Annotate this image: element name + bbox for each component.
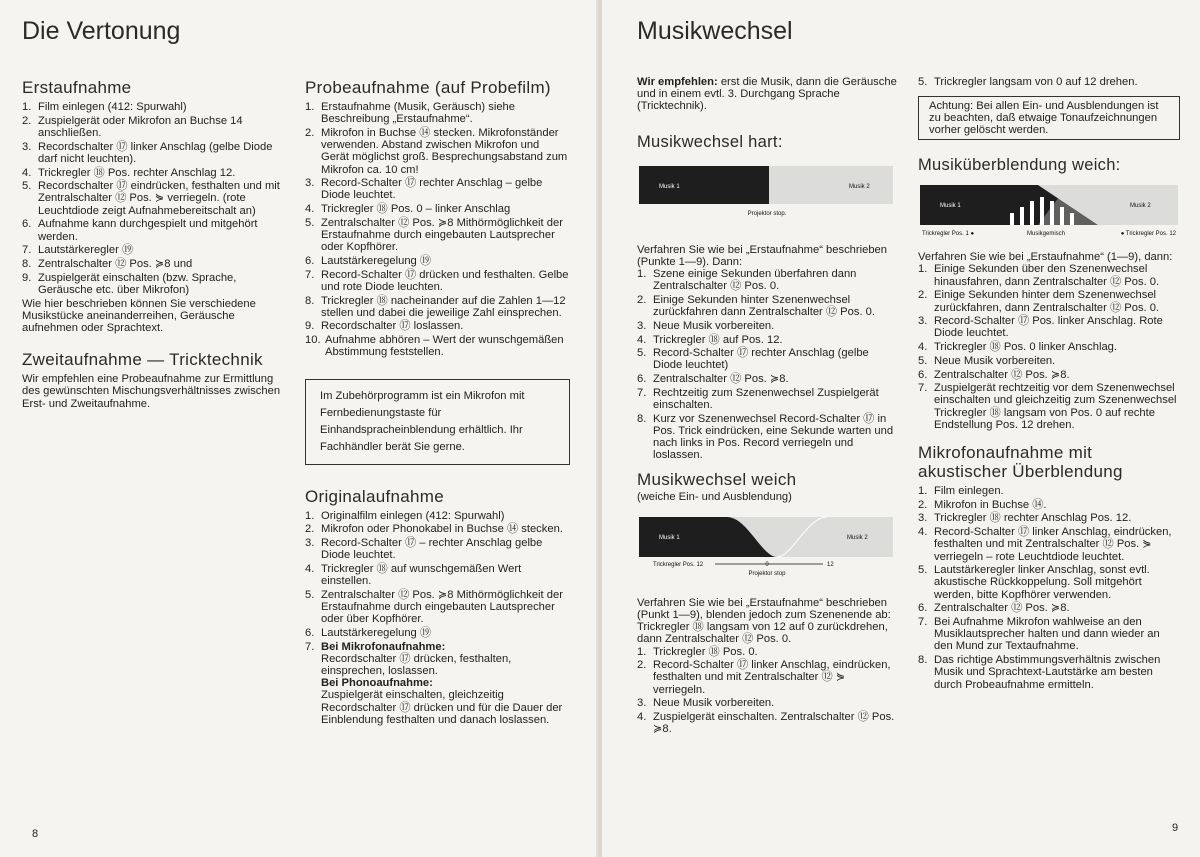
list-item: 1. Szene einige Sekunden überfahren dann Zentralschalter ⑫ Pos. 0. xyxy=(637,268,857,293)
svg-text:● Trickregler Pos. 12: ● Trickregler Pos. 12 xyxy=(1120,231,1176,238)
hart-list xyxy=(637,268,900,462)
zweitaufnahme-text: Wir empfehlen eine Probeaufnahme zur Ermittlung des gewünschten Mischungsverhältnisses zwischen Erst- und Zweitaufnahme. xyxy=(22,373,281,410)
list-item: 1. Film einlegen (412: Spurwahl) xyxy=(22,101,187,113)
list-item: 6. Aufnahme kann durchgespielt und mitgehört werden. xyxy=(22,218,258,243)
page-number: 8 xyxy=(32,828,39,840)
list-item: 4. Record-Schalter ⑰ linker Anschlag, eindrücken, festhalten und mit Zentralschalter ⑫ Pos. ⋟ verriegeln – rote Leuchtdiode leuchtet. xyxy=(918,526,1172,563)
list-item: 6. Lautstärkeregelung ⑲ xyxy=(305,254,432,267)
list-item: 8. Zentralschalter ⑫ Pos. ≽8 und xyxy=(22,257,193,270)
svg-text:Projektor stop.: Projektor stop. xyxy=(747,210,787,217)
list-item: 1. Erstaufnahme (Musik, Geräusch) siehe Beschreibung „Erstaufnahme“. xyxy=(305,101,515,126)
list-item: 3. Record-Schalter ⑰ Pos. linker Anschlag. Rote Diode leuchtet. xyxy=(918,315,1163,340)
erstaufnahme-list xyxy=(22,101,290,296)
list-item: 4. Trickregler ⑱ Pos. 0 linker Anschlag. xyxy=(918,341,1118,354)
list-item: 9. Zuspielgerät einschalten (bzw. Sprache, Geräusche etc. über Mikrofon) xyxy=(22,271,237,296)
accessory-note-box: Im Zubehörprogramm ist ein Mikrofon mit Fernbedienungstaste für Einhandspracheinblendung erhältlich. Ihr Fachhändler berät Sie gerne. xyxy=(305,379,570,465)
list-item: 2. Record-Schalter ⑰ linker Anschlag, eindrücken, festhalten und mit Zentralschalter ⑫ ⋟ verriegeln. xyxy=(637,659,891,696)
list-item: 7. Zuspielgerät rechtzeitig vor dem Szenenwechsel einschalten und gleichzeitig zum Szenenwechsel Trickregler ⑱ langsam von Pos. 0 auf rechte Endstellung Pos. 12 drehen. xyxy=(918,382,1177,431)
svg-text:Projektor stop: Projektor stop xyxy=(748,570,786,577)
list-item: 4. Trickregler ⑱ Pos. rechter Anschlag 12. xyxy=(22,166,236,179)
diagram-crossfade xyxy=(918,181,1180,241)
mic-subheading: Bei Mikrofonaufnahme: xyxy=(321,640,446,653)
list-item: 5. Trickregler langsam von 0 auf 12 drehen. xyxy=(918,76,1138,88)
diagram-hard-change xyxy=(637,160,897,230)
probeaufnahme-list xyxy=(305,101,570,359)
mikro-list xyxy=(918,485,1180,691)
list-item: 2. Mikrofon oder Phonokabel in Buchse ⑭ stecken. xyxy=(305,523,563,536)
ueber-lead: Verfahren Sie wie bei „Erstaufnahme“ (1—9), dann: xyxy=(918,251,1173,264)
section-heading-musikwechsel-weich: Musikwechsel weich xyxy=(637,469,797,489)
list-item: 1. Einige Sekunden über den Szenenwechsel hinausfahren, dann Zentralschalter ⑫ Pos. 0. xyxy=(918,263,1160,288)
list-item: 1. Trickregler ⑱ Pos. 0. xyxy=(637,645,758,658)
list-item: 3. Record-Schalter ⑰ – rechter Anschlag gelbe Diode leuchtet. xyxy=(305,536,543,562)
list-item: 5. Neue Musik vorbereiten. xyxy=(918,354,1056,367)
section-heading-musikueberblendung: Musiküberblendung weich: xyxy=(918,156,1121,175)
page-number: 9 xyxy=(1172,822,1179,834)
weich-list xyxy=(637,646,900,736)
list-item: 7. Bei Aufnahme Mikrofon wahlweise an den Musiklautsprecher halten und dann wieder an den Mund zur Textaufnahme. xyxy=(918,616,1160,653)
list-item: 6. Lautstärkeregelung ⑲ xyxy=(305,626,432,639)
section-heading-erstaufnahme: Erstaufnahme xyxy=(22,78,132,97)
svg-text:Trickregler Pos. 1 ●: Trickregler Pos. 1 ● xyxy=(922,231,975,238)
section-heading-originalaufnahme: Originalaufnahme xyxy=(305,486,444,506)
section-heading-musikwechsel-hart: Musikwechsel hart: xyxy=(637,132,783,151)
weich-lead: Verfahren Sie wie bei „Erstaufnahme“ beschrieben (Punkt 1—9), blenden jedoch zum Szenenende ab: Trickregler ⑱ langsam von 12 auf 0 zurückdrehen, dann Zentralschalter ⑫ Pos. 0. xyxy=(637,596,891,646)
list-item: 2. Einige Sekunden hinter dem Szenenwechsel zurückfahren, dann Zentralschalter ⑫ Pos. 0. xyxy=(918,289,1160,314)
svg-text:Musik 1: Musik 1 xyxy=(940,203,961,210)
section-heading-mikrofonaufnahme: Mikrofonaufnahme mit akustischer Überblendung xyxy=(918,443,1123,482)
svg-text:Musik 1: Musik 1 xyxy=(659,183,680,190)
list-item: 5. Zentralschalter ⑫ Pos. ≽8 Mithörmöglichkeit der Erstaufnahme durch eingebauten Lautsprecher oder über Kopfhörer. xyxy=(305,588,563,626)
list-item: 2. Mikrofon in Buchse ⑭ stecken. Mikrofonständer verwenden. Abstand zwischen Mikrofon und Gerät möglichst groß. Besprechungsabstand zum Mikrofon ca. 10 cm! xyxy=(305,126,568,176)
list-item: 8. Das richtige Abstimmungsverhältnis zwischen Musik und Sprachtext-Lautstärke am besten durch Probeaufnahme ermitteln. xyxy=(918,654,1161,691)
section-heading-zweitaufnahme: Zweitaufnahme — Tricktechnik xyxy=(22,350,263,370)
left-page xyxy=(0,0,598,857)
list-item: 7. Bei Mikrofonaufnahme: Recordschalter ⑰ drücken, festhalten, einsprechen, loslassen. Bei Phonoaufnahme: Zuspielgerät einschalten, gleichzeitig Recordschalter ⑰ drücken und für die Dauer der Einblendung festhalten und danach loslassen. xyxy=(305,640,563,726)
svg-text:12: 12 xyxy=(827,561,834,568)
svg-text:Musik 2: Musik 2 xyxy=(847,534,868,541)
list-item: 8. Kurz vor Szenenwechsel Record-Schalter ⑰ in Pos. Trick eindrücken, eine Sekunde warten und nach links in Pos. Record verriegeln und loslassen. xyxy=(637,412,894,462)
list-item: 4. Trickregler ⑱ auf Pos. 12. xyxy=(637,333,783,346)
list-item: 9. Recordschalter ⑰ loslassen. xyxy=(305,320,464,333)
list-item: 2. Einige Sekunden hinter Szenenwechsel zurückfahren dann Zentralschalter ⑫ Pos. 0. xyxy=(637,293,875,319)
left-column-1 xyxy=(22,78,290,410)
originalaufnahme-list xyxy=(305,510,570,726)
svg-text:0: 0 xyxy=(765,561,769,568)
list-item: 4. Zuspielgerät einschalten. Zentralschalter ⑫ Pos. ≽8. xyxy=(637,711,895,736)
page-title: Musikwechsel xyxy=(637,17,793,45)
list-item: 1. Film einlegen. xyxy=(918,485,1004,498)
list-item: 3. Record-Schalter ⑰ rechter Anschlag – gelbe Diode leuchtet. xyxy=(305,177,543,202)
list-item: 4. Trickregler ⑱ Pos. 0 – linker Anschlag xyxy=(305,203,511,216)
list-item: 3. Neue Musik vorbereiten. xyxy=(637,319,775,332)
erstaufnahme-note: Wie hier beschrieben können Sie verschiedene Musikstücke aneinanderreihen, Geräusche aufnehmen oder Sprachtext. xyxy=(22,297,256,334)
phono-subheading: Bei Phonoaufnahme: xyxy=(321,677,433,690)
svg-text:Musik 2: Musik 2 xyxy=(1130,203,1151,210)
list-item: 6. Zentralschalter ⑫ Pos. ≽8. xyxy=(918,602,1070,615)
left-column-2 xyxy=(305,78,570,728)
list-item: 2. Zuspielgerät oder Mikrofon an Buchse 14 anschließen. xyxy=(22,114,243,139)
svg-text:Musik 1: Musik 1 xyxy=(659,534,680,541)
intro-text: Wir empfehlen: erst die Musik, dann die Geräusche und in einem evtl. 3. Durchgang Sprache (Tricktechnik). xyxy=(637,76,897,113)
hart-lead: Verfahren Sie wie bei „Erstaufnahme“ beschrieben (Punkte 1—9). Dann: xyxy=(637,243,887,268)
list-item: 5. Zentralschalter ⑫ Pos. ≽8 Mithörmöglichkeit der Erstaufnahme durch eingebauten Lautsprecher oder Kopfhörer. xyxy=(305,216,563,254)
list-item: 5. Record-Schalter ⑰ rechter Anschlag (gelbe Diode leuchtet) xyxy=(637,347,869,372)
diagram-soft-change xyxy=(637,513,897,583)
right-column-1 xyxy=(637,76,900,737)
svg-text:Musik 2: Musik 2 xyxy=(849,183,870,190)
page-title: Die Vertonung xyxy=(22,17,181,45)
right-page xyxy=(602,0,1200,857)
list-item: 5. Recordschalter ⑰ eindrücken, festhalten und mit Zentralschalter ⑫ Pos. ⋟ verriegeln. (rote Leuchtdiode zeigt Aufnahmebereitschalt an) xyxy=(22,180,280,217)
list-item: 3. Neue Musik vorbereiten. xyxy=(637,697,775,710)
list-item: 7. Lautstärkeregler ⑲ xyxy=(22,244,134,257)
list-item: 3. Trickregler ⑱ rechter Anschlag Pos. 12. xyxy=(918,512,1132,525)
weich-list-continued xyxy=(918,76,1180,88)
list-item: 2. Mikrofon in Buchse ⑭. xyxy=(918,498,1047,511)
list-item: 10. Aufnahme abhören – Wert der wunschgemäßen Abstimmung feststellen. xyxy=(305,334,564,359)
section-heading-probeaufnahme: Probeaufnahme (auf Probefilm) xyxy=(305,78,551,97)
list-item: 1. Originalfilm einlegen (412: Spurwahl) xyxy=(305,509,505,522)
list-item: 7. Record-Schalter ⑰ drücken und festhalten. Gelbe und rote Diode leuchten. xyxy=(305,268,569,293)
weich-subtitle: (weiche Ein- und Ausblendung) xyxy=(637,490,792,503)
list-item: 8. Trickregler ⑱ nacheinander auf die Zahlen 1—12 stellen und dabei die jeweilige Zahl einsprechen. xyxy=(305,294,566,319)
phono-text: Zuspielgerät einschalten, gleichzeitig Recordschalter ⑰ drücken und für die Dauer der Einblendung festhalten und danach loslassen. xyxy=(321,689,563,726)
mic-text: Recordschalter ⑰ drücken, festhalten, einsprechen, loslassen. xyxy=(321,652,512,677)
warning-box: Achtung: Bei allen Ein- und Ausblendungen ist zu beachten, daß etwaige Tonaufzeichnungen vorher gelöscht werden. xyxy=(918,96,1180,140)
list-item: 4. Trickregler ⑱ auf wunschgemäßen Wert einstellen. xyxy=(305,562,522,588)
list-item: 5. Lautstärkeregler linker Anschlag, sonst evtl. akustische Rückkoppelung. Soll mitgehört werden, bitte Kopfhörer verwenden. xyxy=(918,564,1150,601)
right-column-2 xyxy=(918,76,1180,692)
ueber-list xyxy=(918,263,1180,431)
svg-text:Musikgemisch: Musikgemisch xyxy=(1026,231,1066,238)
list-item: 6. Zentralschalter ⑫ Pos. ≽8. xyxy=(637,373,789,386)
list-item: 6. Zentralschalter ⑫ Pos. ≽8. xyxy=(918,368,1070,381)
svg-text:Trickregler Pos. 12: Trickregler Pos. 12 xyxy=(653,561,704,568)
list-item: 3. Recordschalter ⑰ linker Anschlag (gelbe Diode darf nicht leuchten). xyxy=(22,140,273,165)
list-item: 7. Rechtzeitig zum Szenenwechsel Zuspielgerät einschalten. xyxy=(637,386,879,412)
